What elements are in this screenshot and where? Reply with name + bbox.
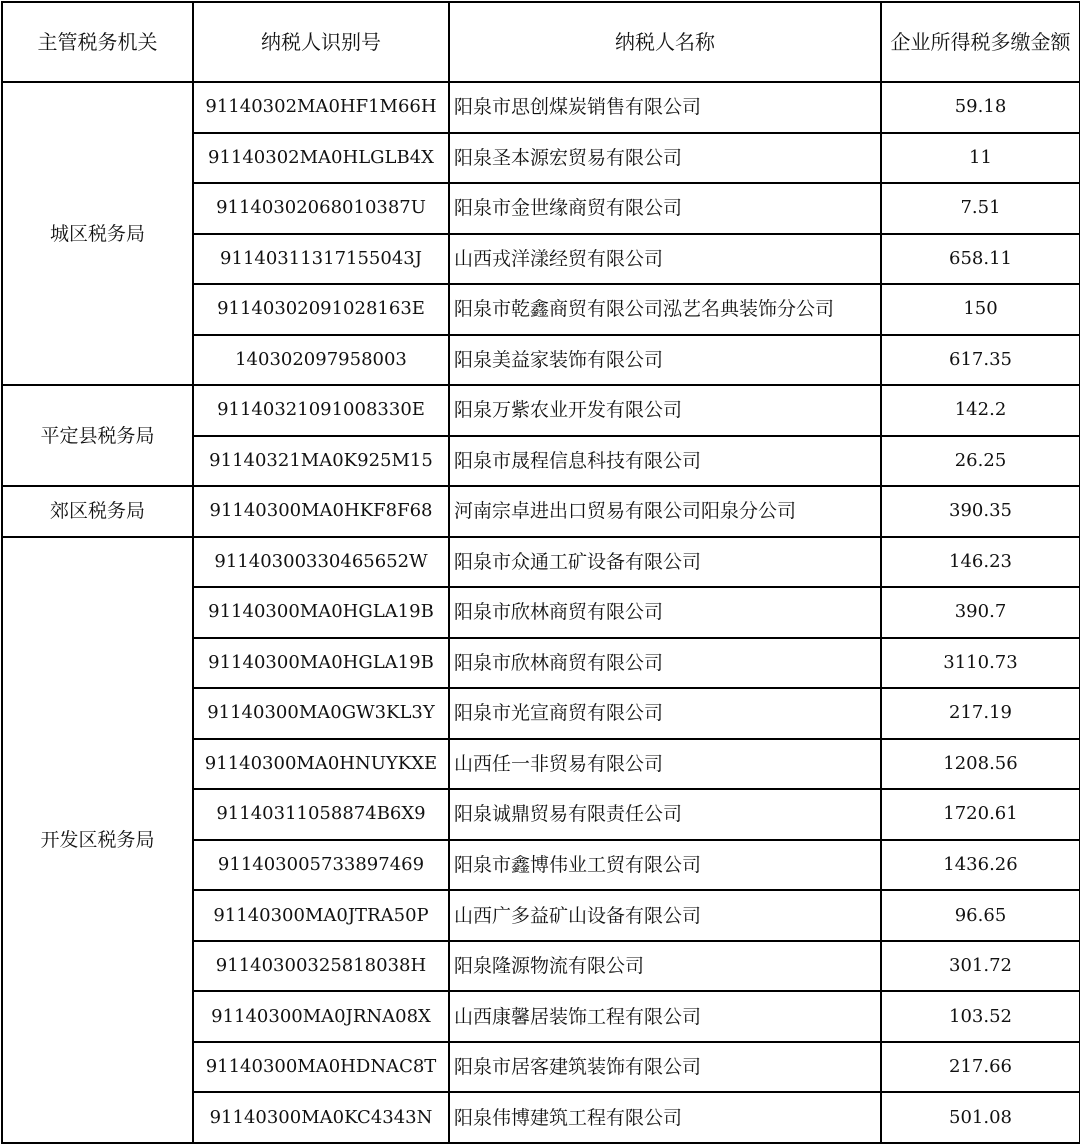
taxpayer-name-cell: 山西任一非贸易有限公司 — [449, 739, 881, 790]
amount-cell: 11 — [881, 133, 1080, 184]
taxpayer-name-cell: 阳泉市金世缘商贸有限公司 — [449, 183, 881, 234]
taxpayer-id-cell: 91140300MA0KC4343N — [193, 1092, 449, 1143]
amount-cell: 150 — [881, 284, 1080, 335]
taxpayer-id-cell: 91140300MA0JTRA50P — [193, 890, 449, 941]
taxpayer-name-cell: 阳泉市晟程信息科技有限公司 — [449, 436, 881, 487]
amount-cell: 146.23 — [881, 537, 1080, 588]
taxpayer-id-cell: 91140300MA0HNUYKXE — [193, 739, 449, 790]
taxpayer-name-cell: 阳泉市欣林商贸有限公司 — [449, 587, 881, 638]
taxpayer-name-cell: 山西康馨居装饰工程有限公司 — [449, 991, 881, 1042]
table-row — [2, 537, 1080, 588]
taxpayer-id-cell: 91140302068010387U — [193, 183, 449, 234]
amount-cell: 1720.61 — [881, 789, 1080, 840]
amount-cell: 59.18 — [881, 82, 1080, 133]
taxpayer-id-cell: 91140300325818038H — [193, 941, 449, 992]
amount-cell: 301.72 — [881, 941, 1080, 992]
taxpayer-id-cell: 91140300MA0HGLA19B — [193, 638, 449, 689]
taxpayer-name-cell: 阳泉市乾鑫商贸有限公司泓艺名典装饰分公司 — [449, 284, 881, 335]
taxpayer-name-cell: 阳泉美益家装饰有限公司 — [449, 335, 881, 386]
taxpayer-id-cell: 91140311317155043J — [193, 234, 449, 285]
tax-authority-cell: 平定县税务局 — [2, 385, 193, 486]
amount-cell: 3110.73 — [881, 638, 1080, 689]
amount-cell: 26.25 — [881, 436, 1080, 487]
taxpayer-name-cell: 阳泉万紫农业开发有限公司 — [449, 385, 881, 436]
taxpayer-name-cell: 阳泉市光宣商贸有限公司 — [449, 688, 881, 739]
amount-cell: 7.51 — [881, 183, 1080, 234]
taxpayer-id-cell: 91140302091028163E — [193, 284, 449, 335]
amount-cell: 1436.26 — [881, 840, 1080, 891]
amount-cell: 390.35 — [881, 486, 1080, 537]
taxpayer-name-cell: 阳泉市鑫博伟业工贸有限公司 — [449, 840, 881, 891]
amount-cell: 1208.56 — [881, 739, 1080, 790]
taxpayer-id-cell: 91140300MA0JRNA08X — [193, 991, 449, 1042]
table-row — [2, 82, 1080, 133]
amount-cell: 96.65 — [881, 890, 1080, 941]
header-tax-authority: 主管税务机关 — [2, 2, 193, 82]
header-taxpayer-id: 纳税人识别号 — [193, 2, 449, 82]
amount-cell: 217.66 — [881, 1042, 1080, 1093]
taxpayer-id-cell: 91140311058874B6X9 — [193, 789, 449, 840]
taxpayer-id-cell: 91140302MA0HF1M66H — [193, 82, 449, 133]
taxpayer-name-cell: 阳泉市思创煤炭销售有限公司 — [449, 82, 881, 133]
amount-cell: 142.2 — [881, 385, 1080, 436]
taxpayer-name-cell: 阳泉市欣林商贸有限公司 — [449, 638, 881, 689]
amount-cell: 103.52 — [881, 991, 1080, 1042]
amount-cell: 658.11 — [881, 234, 1080, 285]
taxpayer-id-cell: 140302097958003 — [193, 335, 449, 386]
header-overpaid-amount: 企业所得税多缴金额 — [881, 2, 1080, 82]
table-row — [2, 486, 1080, 537]
amount-cell: 617.35 — [881, 335, 1080, 386]
taxpayer-id-cell: 91140300MA0HDNAC8T — [193, 1042, 449, 1093]
taxpayer-id-cell: 91140302MA0HLGLB4X — [193, 133, 449, 184]
taxpayer-id-cell: 91140321091008330E — [193, 385, 449, 436]
tax-authority-cell: 城区税务局 — [2, 82, 193, 385]
amount-cell: 217.19 — [881, 688, 1080, 739]
taxpayer-name-cell: 阳泉圣本源宏贸易有限公司 — [449, 133, 881, 184]
taxpayer-name-cell: 阳泉隆源物流有限公司 — [449, 941, 881, 992]
taxpayer-name-cell: 阳泉诚鼎贸易有限责任公司 — [449, 789, 881, 840]
taxpayer-name-cell: 阳泉市居客建筑装饰有限公司 — [449, 1042, 881, 1093]
taxpayer-name-cell: 阳泉市众通工矿设备有限公司 — [449, 537, 881, 588]
tax-authority-cell: 郊区税务局 — [2, 486, 193, 537]
tax-authority-cell: 开发区税务局 — [2, 537, 193, 1143]
taxpayer-id-cell: 91140300MA0GW3KL3Y — [193, 688, 449, 739]
table-body — [2, 82, 1080, 1143]
taxpayer-name-cell: 山西广多益矿山设备有限公司 — [449, 890, 881, 941]
taxpayer-id-cell: 91140300MA0HKF8F68 — [193, 486, 449, 537]
taxpayer-name-cell: 河南宗卓进出口贸易有限公司阳泉分公司 — [449, 486, 881, 537]
header-row — [2, 2, 1080, 82]
amount-cell: 501.08 — [881, 1092, 1080, 1143]
table-header — [2, 2, 1080, 82]
taxpayer-id-cell: 91140321MA0K925M15 — [193, 436, 449, 487]
taxpayer-name-cell: 阳泉伟博建筑工程有限公司 — [449, 1092, 881, 1143]
table-row — [2, 385, 1080, 436]
taxpayer-id-cell: 91140300573389746​9 — [193, 840, 449, 891]
tax-refund-table — [1, 1, 1080, 1144]
taxpayer-id-cell: 91140300330465652W — [193, 537, 449, 588]
taxpayer-id-cell: 91140300MA0HGLA19B — [193, 587, 449, 638]
taxpayer-name-cell: 山西戎洋漾经贸有限公司 — [449, 234, 881, 285]
amount-cell: 390.7 — [881, 587, 1080, 638]
header-taxpayer-name: 纳税人名称 — [449, 2, 881, 82]
